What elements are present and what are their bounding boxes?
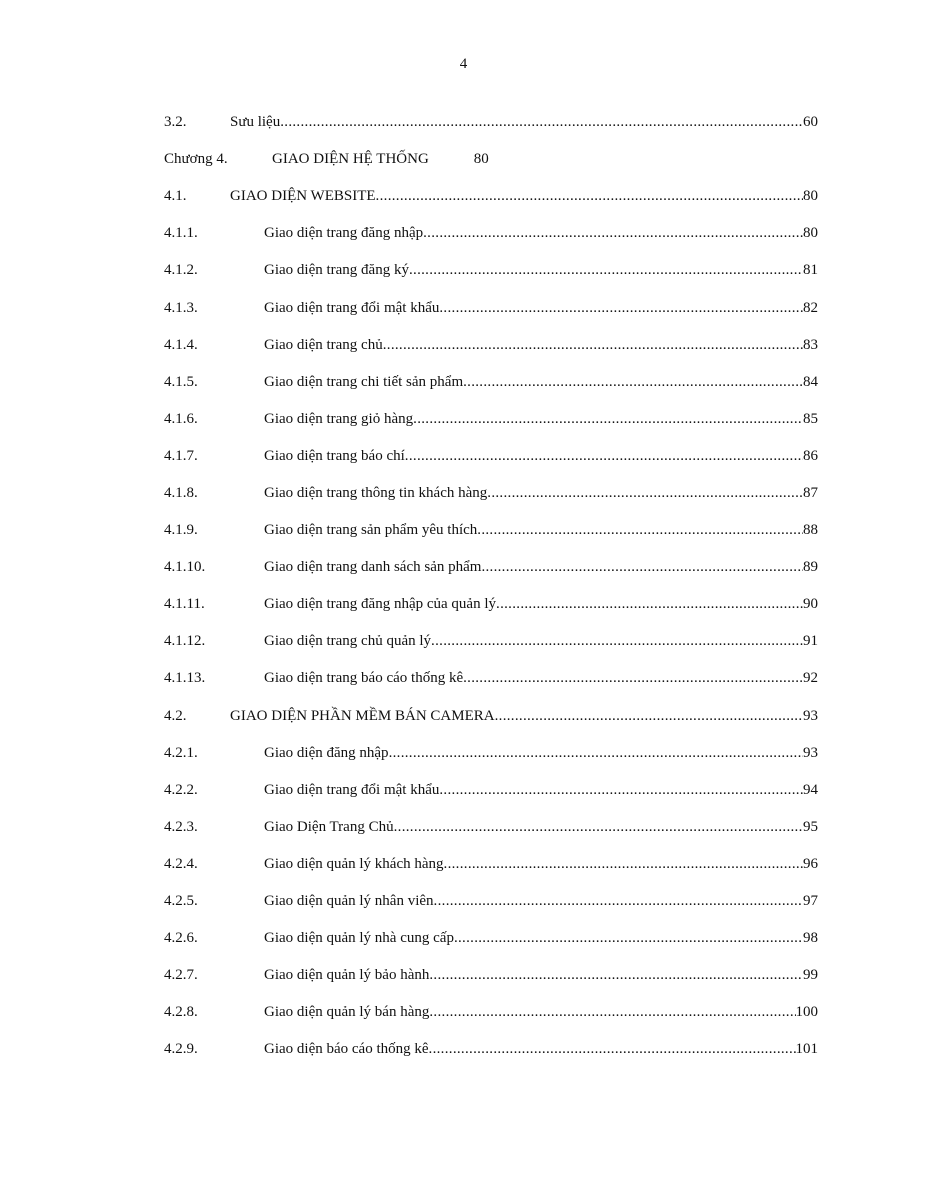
toc-dot-leader xyxy=(394,819,803,836)
toc-entry-title: Giao diện đăng nhập xyxy=(264,744,389,761)
toc-chapter-title: GIAO DIỆN HỆ THỐNG xyxy=(272,151,429,168)
toc-entry-number: 4.1. xyxy=(164,188,187,205)
toc-entry-title: Giao Diện Trang Chủ xyxy=(264,818,394,835)
toc-entry[interactable] xyxy=(164,364,818,401)
toc-entry[interactable] xyxy=(164,920,818,957)
toc-entry-title: Giao diện quản lý bảo hành xyxy=(264,967,430,984)
toc-entry-title: Giao diện trang chủ xyxy=(264,336,383,353)
toc-entry-title: Giao diện trang đổi mật khẩu xyxy=(264,299,440,316)
toc-entry-number: 4.1.9. xyxy=(164,522,198,539)
toc-dot-leader xyxy=(454,930,803,947)
toc-entry-title: Giao diện báo cáo thống kê xyxy=(264,1041,429,1058)
toc-entry-page: 100 xyxy=(795,1004,818,1021)
toc-dot-leader xyxy=(383,337,803,354)
toc-entry-number: 4.1.7. xyxy=(164,447,198,464)
toc-entry-page: 83 xyxy=(803,336,818,353)
toc-entry-number: 4.1.5. xyxy=(164,373,198,390)
toc-entry[interactable] xyxy=(164,660,818,697)
toc-entry-number: 4.1.8. xyxy=(164,484,198,501)
toc-entry-number: 4.1.10. xyxy=(164,559,206,576)
toc-entry[interactable] xyxy=(164,252,818,289)
toc-entry-page: 94 xyxy=(803,781,818,798)
toc-entry[interactable] xyxy=(164,104,818,141)
toc-entry-title: Giao diện trang đăng nhập xyxy=(264,225,424,242)
toc-dot-leader xyxy=(487,485,803,502)
toc-entry-page: 90 xyxy=(803,596,818,613)
toc-entry-page: 93 xyxy=(803,707,818,724)
toc-entry-page: 101 xyxy=(795,1041,818,1058)
toc-entry-title: Giao diện trang danh sách sản phẩm xyxy=(264,559,482,576)
toc-entry-page: 82 xyxy=(803,299,818,316)
toc-dot-leader xyxy=(389,745,803,762)
toc-entry-title: Giao diện trang đổi mật khẩu xyxy=(264,781,440,798)
toc-entry-number: 4.2.2. xyxy=(164,781,198,798)
toc-entry-number: 4.1.13. xyxy=(164,670,206,687)
toc-dot-leader xyxy=(496,596,803,613)
toc-entry[interactable] xyxy=(164,772,818,809)
toc-entry-title: Giao diện quản lý nhân viên xyxy=(264,893,434,910)
toc-entry[interactable] xyxy=(164,178,818,215)
toc-entry-page: 85 xyxy=(803,410,818,427)
toc-entry-title: Giao diện trang giỏ hàng xyxy=(264,410,414,427)
toc-entry[interactable] xyxy=(164,957,818,994)
toc-entry[interactable] xyxy=(164,883,818,920)
toc-entry-number: 4.2.9. xyxy=(164,1041,198,1058)
toc-entry-page: 80 xyxy=(803,188,818,205)
toc-dot-leader xyxy=(444,856,803,873)
toc-entry-page: 87 xyxy=(803,484,818,501)
toc-entry[interactable] xyxy=(164,735,818,772)
toc-entry-page: 98 xyxy=(803,930,818,947)
toc-entry-title: Giao diện quản lý bán hàng xyxy=(264,1004,430,1021)
toc-entry[interactable] xyxy=(164,994,818,1031)
toc-dot-leader xyxy=(431,633,803,650)
toc-dot-leader xyxy=(481,559,803,576)
toc-entry-number: 4.2.1. xyxy=(164,744,198,761)
toc-entry-page: 91 xyxy=(803,633,818,650)
toc-dot-leader xyxy=(409,262,803,279)
toc-dot-leader xyxy=(429,967,803,984)
toc-dot-leader xyxy=(439,300,803,317)
toc-entry-page: 92 xyxy=(803,670,818,687)
toc-entry-number: 4.2. xyxy=(164,707,187,724)
toc-entry[interactable] xyxy=(164,698,818,735)
toc-entry-number: 4.2.3. xyxy=(164,818,198,835)
toc-entry[interactable] xyxy=(164,475,818,512)
toc-entry-page: 84 xyxy=(803,373,818,390)
toc-entry-page: 95 xyxy=(803,818,818,835)
toc-entry-number: 4.2.4. xyxy=(164,855,198,872)
toc-entry[interactable] xyxy=(164,846,818,883)
toc-entry[interactable] xyxy=(164,215,818,252)
toc-entry-page: 99 xyxy=(803,967,818,984)
toc-entry-number: 4.2.8. xyxy=(164,1004,198,1021)
toc-dot-leader xyxy=(280,114,803,131)
toc-entry-page: 97 xyxy=(803,893,818,910)
toc-dot-leader xyxy=(463,374,803,391)
toc-entry-number: 4.1.1. xyxy=(164,225,198,242)
toc-entry-number: 4.1.2. xyxy=(164,262,198,279)
toc-dot-leader xyxy=(477,522,803,539)
toc-entry-title: Giao diện trang thông tin khách hàng xyxy=(264,484,488,501)
toc-entry-page: 86 xyxy=(803,447,818,464)
toc-entry-number: 4.1.3. xyxy=(164,299,198,316)
toc-entry-number: 4.2.7. xyxy=(164,967,198,984)
toc-entry-title: Giao diện trang đăng ký xyxy=(264,262,409,279)
toc-entry[interactable] xyxy=(164,401,818,438)
toc-entry-number: 4.2.6. xyxy=(164,930,198,947)
toc-entry-number: 4.2.5. xyxy=(164,893,198,910)
toc-entry-page: 81 xyxy=(803,262,818,279)
toc-entry-page: 60 xyxy=(803,114,818,131)
toc-entry-title: Giao diện quản lý khách hàng xyxy=(264,855,444,872)
toc-entry-list xyxy=(164,178,818,1068)
toc-entry-title: Giao diện trang báo chí xyxy=(264,447,405,464)
toc-dot-leader xyxy=(463,670,803,687)
toc-dot-leader xyxy=(429,1041,796,1058)
toc-entry[interactable] xyxy=(164,512,818,549)
toc-entry[interactable] xyxy=(164,438,818,475)
toc-dot-leader xyxy=(439,782,803,799)
toc-entry-number: 3.2. xyxy=(164,114,187,131)
toc-entry-page: 93 xyxy=(803,744,818,761)
toc-dot-leader xyxy=(423,225,803,242)
table-of-contents xyxy=(164,104,818,1068)
toc-dot-leader xyxy=(495,708,803,725)
toc-chapter-number: Chương 4. xyxy=(164,151,228,168)
toc-entry-number: 4.1.6. xyxy=(164,410,198,427)
toc-entry-title: Giao diện trang chủ quản lý xyxy=(264,633,432,650)
toc-entry[interactable] xyxy=(164,809,818,846)
toc-chapter-entry[interactable] xyxy=(164,141,818,178)
toc-chapter-page: 80 xyxy=(473,151,489,168)
toc-entry-title: GIAO DIỆN PHẦN MỀM BÁN CAMERA xyxy=(230,707,495,724)
toc-dot-leader xyxy=(429,1004,795,1021)
toc-entry-title: Giao diện trang đăng nhập của quản lý xyxy=(264,596,497,613)
toc-entry-page: 88 xyxy=(803,522,818,539)
toc-entry-number: 4.1.4. xyxy=(164,336,198,353)
toc-entry-page: 89 xyxy=(803,559,818,576)
toc-entry-page: 96 xyxy=(803,855,818,872)
toc-entry[interactable] xyxy=(164,327,818,364)
toc-entry[interactable] xyxy=(164,549,818,586)
toc-entry-page: 80 xyxy=(803,225,818,242)
toc-entry[interactable] xyxy=(164,623,818,660)
toc-entry-number: 4.1.11. xyxy=(164,596,205,613)
page-number: 4 xyxy=(459,56,468,72)
toc-dot-leader xyxy=(405,448,803,465)
toc-entry-number: 4.1.12. xyxy=(164,633,206,650)
toc-dot-leader xyxy=(413,411,803,428)
toc-entry[interactable] xyxy=(164,1031,818,1068)
toc-entry-title: GIAO DIỆN WEBSITE xyxy=(230,188,376,205)
toc-entry-title: Giao diện quản lý nhà cung cấp xyxy=(264,930,454,947)
toc-entry-title: Giao diện trang chi tiết sản phẩm xyxy=(264,373,464,390)
toc-dot-leader xyxy=(376,188,803,205)
toc-dot-leader xyxy=(434,893,803,910)
toc-entry-title: Giao diện trang báo cáo thống kê xyxy=(264,670,464,687)
toc-entry[interactable] xyxy=(164,586,818,623)
toc-entry-title: Sưu liệu xyxy=(230,114,281,131)
toc-entry[interactable] xyxy=(164,289,818,326)
toc-entry-title: Giao diện trang sản phẩm yêu thích xyxy=(264,522,478,539)
